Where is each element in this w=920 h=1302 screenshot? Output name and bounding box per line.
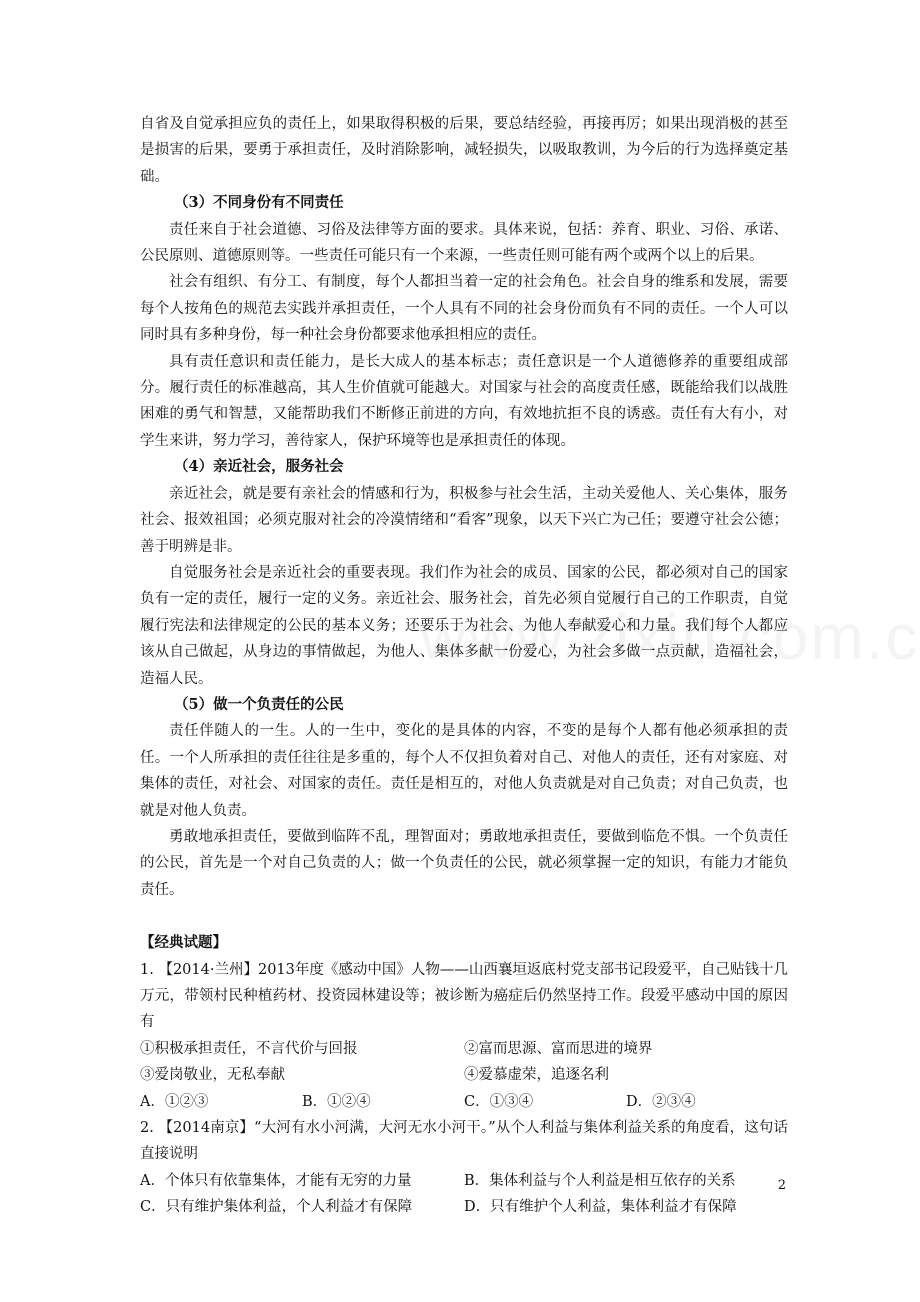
paragraph: 社会有组织、有分工、有制度，每个人都担当着一定的社会角色。社会自身的维系和发展，需要每个人按角色的规范去实践并承担责任，一个人具有不同的社会身份而负有不同的责任。一个人可以同时具有多种身份，每一种社会身份都要求他承担相应的责任。 — [140, 274, 788, 344]
choice-a: A．个体只有依靠集体，才能有无穷的力量 — [140, 1172, 412, 1189]
choice-c: C．只有维护集体利益，个人利益才有保障 — [140, 1199, 413, 1216]
page-body — [140, 111, 788, 1221]
paragraph: 责任伴随人的一生。人的一生中，变化的是具体的内容，不变的是每个人都有他必须承担的责任。一个人所承担的责任往往是多重的，每个人不仅担负着对自己、对他人的责任，还有对家庭、对集体的责任，对社会、对国家的责任。责任是相互的，对他人负责就是对自己负责；对自己负责，也就是对他人负责。 — [140, 723, 788, 819]
section-heading: （4）亲近社会，服务社会 — [174, 458, 344, 476]
question-stem: 1. 【2014·兰州】2013年度《感动中国》人物——山西襄垣返底村党支部书记段爱平，自己贴钱十几万元，带领村民种植药材、投资园林建设等；被诊断为癌症后仍然坚持工作。段爱平感动中国的原因有 — [140, 961, 788, 1031]
paragraph: 亲近社会，就是要有亲社会的情感和行为，积极参与社会生活，主动关爱他人、关心集体，服务社会、报效祖国；必须克服对社会的冷漠情绪和“看客”现象，以天下兴亡为己任；要遵守社会公德；善于明辨是非。 — [140, 485, 788, 555]
question-stem: 2. 【2014南京】“大河有水小河满，大河无水小河干。”从个人利益与集体利益关系的角度看，这句话直接说明 — [140, 1120, 788, 1163]
choice-d: D．②③④ — [626, 1093, 696, 1110]
item-3: ③爱岗敬业，无私奉献 — [140, 1067, 285, 1084]
section-heading: （5）做一个负责任的公民 — [174, 695, 344, 713]
item-1: ①积极承担责任，不言代价与回报 — [140, 1040, 358, 1057]
answer-choices — [140, 1194, 788, 1220]
paragraph: 自省及自觉承担应负的责任上，如果取得积极的后果，要总结经验，再接再厉；如果出现消极的甚至是损害的后果，要勇于承担责任，及时消除影响，减轻损失，以吸取教训，为今后的行为选择奠定基础。 — [140, 116, 788, 185]
paragraph: 勇敢地承担责任，要做到临阵不乱，理智面对；勇敢地承担责任，要做到临危不惧。一个负责任的公民，首先是一个对自己负责的人；做一个负责任的公民，就必须掌握一定的知识，有能力才能负责任。 — [140, 828, 788, 898]
item-4: ④爱慕虚荣，追逐名利 — [464, 1067, 609, 1084]
question-items — [140, 1036, 788, 1062]
page-number: 2 — [777, 1178, 786, 1193]
section-heading: （3）不同身份有不同责任 — [174, 194, 344, 212]
choice-c: C．①③④ — [464, 1093, 534, 1110]
question-items — [140, 1062, 788, 1088]
choice-d: D．只有维护个人利益，集体利益才有保障 — [464, 1199, 737, 1216]
paragraph: 自觉服务社会是亲近社会的重要表现。我们作为社会的成员、国家的公民，都必须对自己的国家负有一定的责任，履行一定的义务。亲近社会、服务社会，首先必须自觉履行自己的工作职责，自觉履行宪法和法律规定的公民的基本义务；还要乐于为社会、为他人奉献爱心和力量。我们每个人都应该从自己做起，从身边的事情做起，为他人、集体多献一份爱心，为社会多做一点贡献，造福社会，造福人民。 — [140, 564, 788, 687]
answer-choices — [140, 1089, 788, 1115]
exam-section-title: 【经典试题】 — [140, 934, 227, 952]
choice-a: A．①②③ — [140, 1093, 209, 1110]
choice-b: B．集体利益与个人利益是相互依存的关系 — [464, 1172, 736, 1189]
choice-b: B．①②④ — [302, 1093, 371, 1110]
paragraph: 具有责任意识和责任能力，是长大成人的基本标志；责任意识是一个人道德修养的重要组成部分。履行责任的标准越高，其人生价值就可能越大。对国家与社会的高度责任感，既能给我们以战胜困难的勇气和智慧，又能帮助我们不断修正前进的方向，有效地抗拒不良的诱惑。责任有大有小，对学生来讲，努力学习，善待家人，保护环境等也是承担责任的体现。 — [140, 353, 788, 449]
answer-choices — [140, 1168, 788, 1194]
item-2: ②富而思源、富而思进的境界 — [464, 1040, 653, 1057]
paragraph: 责任来自于社会道德、习俗及法律等方面的要求。具体来说，包括：养育、职业、习俗、承诺、公民原则、道德原则等。一些责任可能只有一个来源，一些责任则可能有两个或两个以上的后果。 — [140, 221, 788, 265]
